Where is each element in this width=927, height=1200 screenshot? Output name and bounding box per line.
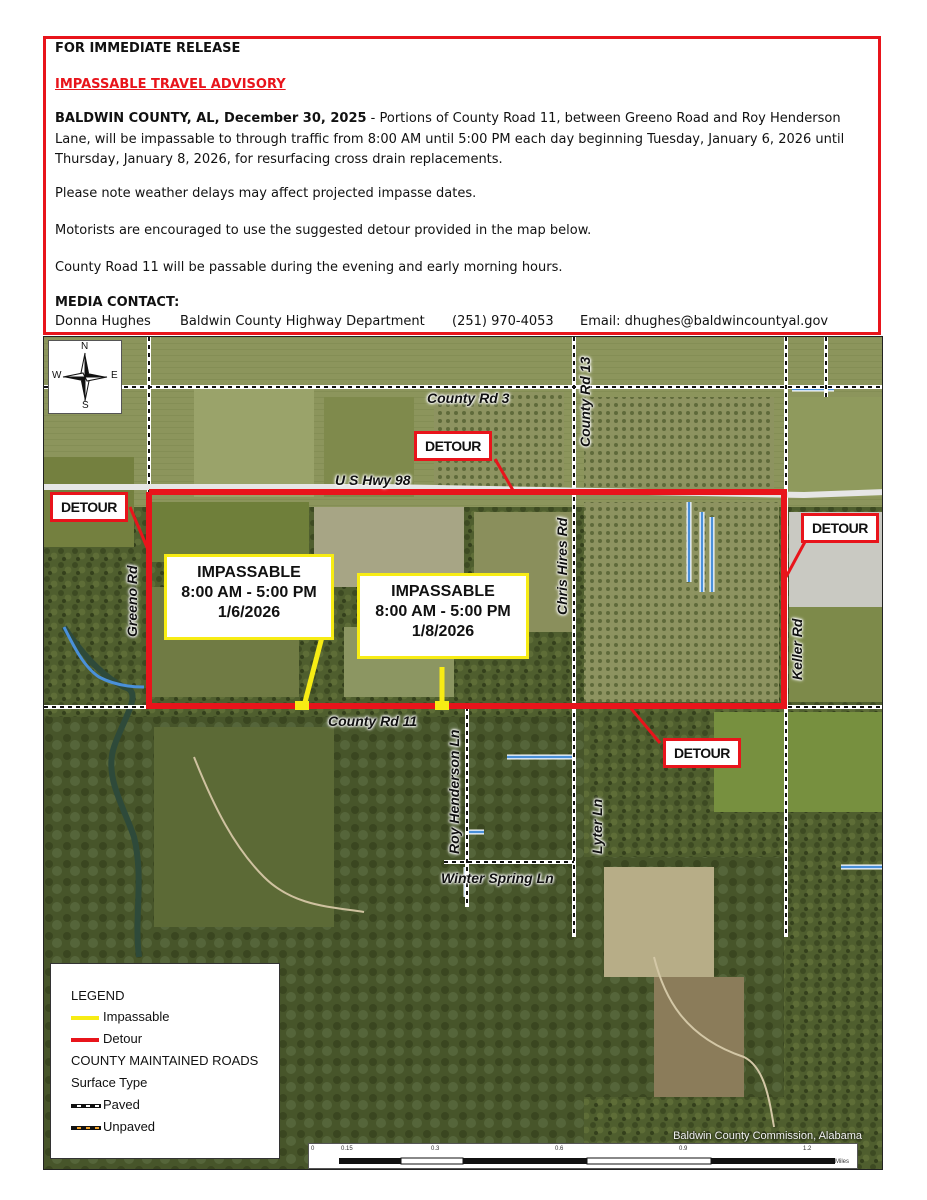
body-1-text: - Portions of County Road 11, between Greeno Road and Roy Henderson Lane, will be impassable to through traffic from 8:00 AM until 5:00 PM each day beginning Tuesday, January 6, 2026 until Thursday, January 8, 2026, for resurfacing cross drain replacements. (55, 111, 845, 167)
impassable-east-line3: 1/8/2026 (411, 623, 475, 640)
legend-surface-type: Surface Type (71, 1075, 148, 1090)
compass-w: W (52, 370, 62, 381)
impassable-west-line2: 8:00 AM - 5:00 PM (181, 584, 317, 601)
contact-department: Baldwin County Highway Department (180, 314, 425, 329)
label-us-hwy-98: U S Hwy 98 (335, 472, 411, 488)
label-county-rd-3: County Rd 3 (427, 390, 510, 406)
media-contact-label: MEDIA CONTACT: (55, 295, 180, 310)
scale-tick-0: 0 (311, 1146, 315, 1152)
legend-title: LEGEND (71, 988, 125, 1003)
legend-paved-swatch (71, 1104, 101, 1108)
label-county-rd-11: County Rd 11 (328, 713, 418, 729)
label-chris-hires-rd: Chris Hires Rd (554, 517, 570, 615)
contact-email[interactable]: Email: dhughes@baldwincountyal.gov (580, 314, 829, 329)
legend-maintained-roads: COUNTY MAINTAINED ROADS (71, 1053, 259, 1068)
scale-bar-graphic (309, 1144, 857, 1168)
media-contact-row (55, 314, 828, 329)
contact-phone: (251) 970-4053 (452, 314, 554, 329)
compass-s: S (82, 400, 89, 411)
legend-impassable-label: Impassable (103, 1009, 170, 1024)
release-heading: FOR IMMEDIATE RELEASE (55, 41, 241, 56)
scale-tick-4: 0.9 (679, 1146, 688, 1152)
label-greeno-rd: Greeno Rd (124, 565, 140, 637)
scale-tick-1: 0.15 (341, 1146, 353, 1152)
scale-unit: Miles (835, 1159, 850, 1165)
map-credit: Baldwin County Commission, Alabama (673, 1130, 862, 1142)
impassable-west-line3: 1/6/2026 (217, 604, 281, 621)
scale-tick-5: 1.2 (803, 1146, 812, 1152)
map-legend (50, 963, 280, 1159)
scale-tick-2: 0.3 (431, 1146, 440, 1152)
label-roy-henderson-ln: Roy Henderson Ln (446, 729, 462, 854)
contact-name: Donna Hughes (55, 314, 151, 329)
impassable-east-line1: IMPASSABLE (391, 583, 495, 600)
dateline: BALDWIN COUNTY, AL, December 30, 2025 (55, 111, 367, 126)
release-body-4: County Road 11 will be passable during the evening and early morning hours. (55, 260, 563, 275)
legend-detour-swatch (71, 1038, 99, 1042)
impassable-west-line1: IMPASSABLE (197, 564, 301, 581)
scale-bar (308, 1143, 858, 1169)
legend-unpaved-swatch (71, 1126, 101, 1130)
detour-map (43, 336, 883, 1170)
scale-tick-3: 0.6 (555, 1146, 564, 1152)
compass-n: N (81, 341, 89, 352)
label-county-rd-13: County Rd 13 (577, 356, 593, 447)
legend-detour-label: Detour (103, 1031, 143, 1046)
detour-callout-east: DETOUR (801, 513, 879, 543)
detour-callout-north: DETOUR (414, 431, 492, 461)
advisory-title: IMPASSABLE TRAVEL ADVISORY (55, 77, 286, 92)
detour-callout-south: DETOUR (663, 738, 741, 768)
label-winter-spring-ln: Winter Spring Ln (441, 870, 554, 886)
legend-impassable-swatch (71, 1016, 99, 1020)
release-body-2: Please note weather delays may affect projected impasse dates. (55, 186, 477, 201)
release-body-3: Motorists are encouraged to use the suggested detour provided in the map below. (55, 223, 592, 238)
label-lyter-ln: Lyter Ln (589, 798, 605, 854)
press-release-box (43, 36, 881, 335)
legend-unpaved-label: Unpaved (103, 1119, 156, 1134)
legend-paved-label: Paved (103, 1097, 140, 1112)
impassable-callout-west (164, 554, 334, 640)
label-keller-rd: Keller Rd (789, 618, 805, 680)
compass-e: E (111, 370, 118, 381)
impassable-east-line2: 8:00 AM - 5:00 PM (375, 603, 511, 620)
impassable-callout-east (357, 573, 529, 659)
release-body-1 (55, 109, 880, 171)
compass-rose (48, 340, 122, 414)
detour-callout-west: DETOUR (50, 492, 128, 522)
